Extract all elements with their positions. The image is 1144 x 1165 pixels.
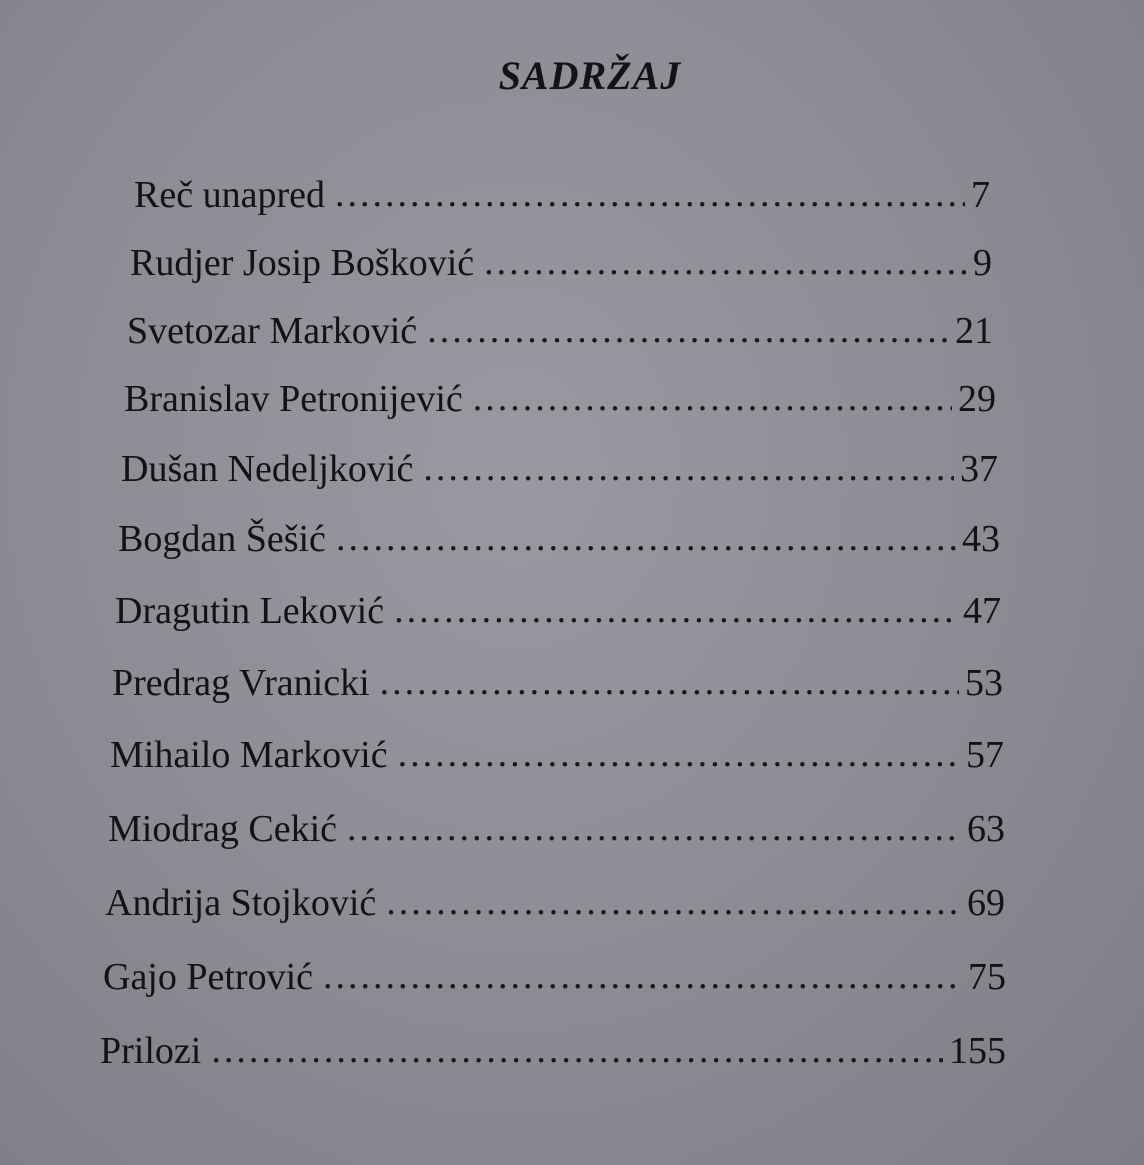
toc-entry [134,176,990,214]
dot-leader [386,883,961,921]
toc-entry-page: 75 [968,956,1006,998]
dot-leader [398,735,960,773]
toc-entry-label: Svetozar Marković [127,310,418,352]
toc-entry [110,736,1004,774]
dot-leader [323,957,962,995]
dot-leader [394,591,957,629]
toc-entry-label: Andrija Stojković [105,882,377,924]
toc-entry-page: 155 [949,1030,1006,1072]
toc-entry-label: Dragutin Leković [115,590,385,632]
dot-leader [335,175,965,213]
toc-entry [121,450,998,488]
toc-entry-label: Reč unapred [134,174,325,216]
toc-entry-page: 9 [973,242,992,284]
toc-entry-page: 43 [962,518,1000,560]
dot-leader [473,379,952,417]
toc-entry-label: Gajo Petrović [103,956,314,998]
dot-leader [423,449,954,487]
page-title: SADRŽAJ [498,53,682,98]
toc-entry [105,884,1005,922]
toc-entry [124,380,996,418]
toc-entry-page: 7 [971,174,990,216]
toc-entry [115,592,1001,630]
dot-leader [336,519,956,557]
toc-entry [118,520,1000,558]
dot-leader [211,1031,943,1069]
toc-entry [100,1032,1006,1070]
dot-leader [380,663,959,701]
toc-entry-page: 69 [967,882,1005,924]
toc-entry-label: Mihailo Marković [110,734,388,776]
toc-entry-label: Predrag Vranicki [112,662,370,704]
toc-entry-label: Rudjer Josip Bošković [130,242,475,284]
toc-entry-page: 57 [966,734,1004,776]
toc-entry-label: Prilozi [100,1030,202,1072]
toc-entry-label: Dušan Nedeljković [121,448,414,490]
toc-entry-page: 47 [963,590,1001,632]
toc-entry [127,312,993,350]
toc-entry-page: 37 [960,448,998,490]
toc-entry-label: Branislav Petronijević [124,378,463,420]
dot-leader [484,243,967,281]
dot-leader [427,311,949,349]
toc-entry-label: Miodrag Cekić [108,808,338,850]
toc-entry [108,810,1005,848]
toc-entry-page: 21 [955,310,993,352]
toc-entry [112,664,1003,702]
toc-entry [130,244,992,282]
toc-entry [103,958,1006,996]
toc-entry-page: 29 [958,378,996,420]
toc-entry-page: 53 [965,662,1003,704]
dot-leader [347,809,961,847]
toc-entry-page: 63 [967,808,1005,850]
toc-entry-label: Bogdan Šešić [118,518,326,560]
